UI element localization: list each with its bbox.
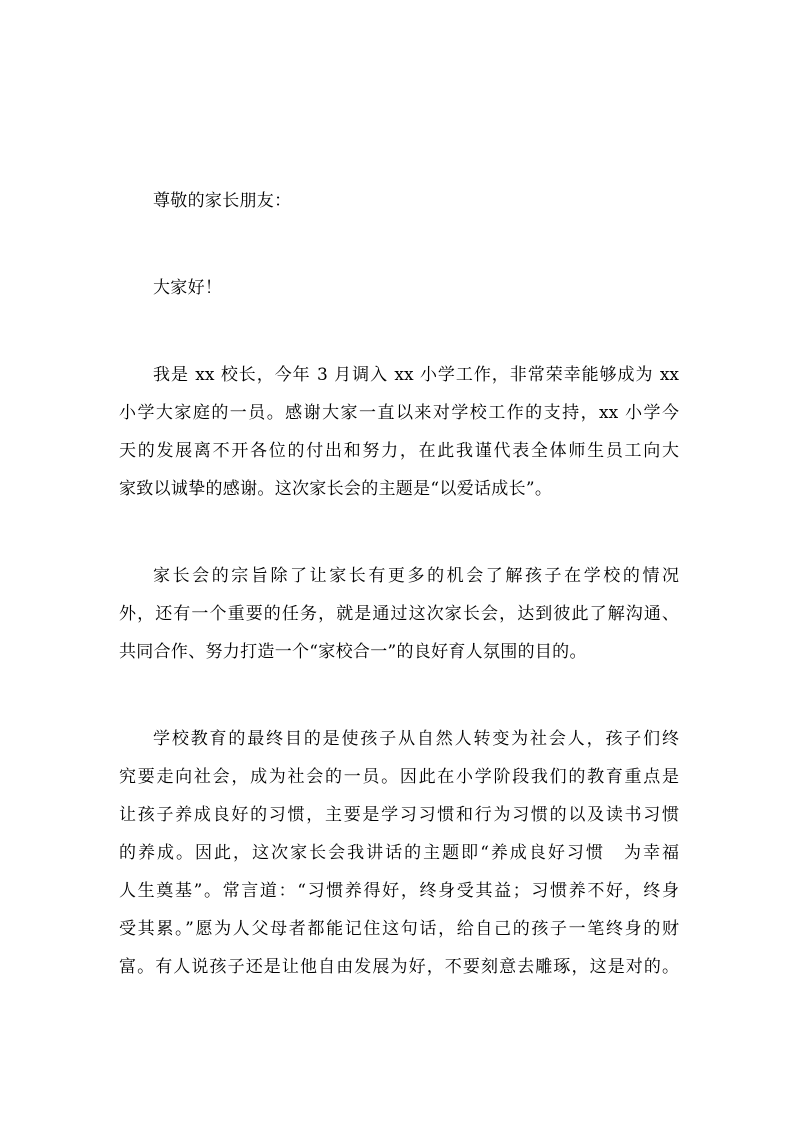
paragraph-education xyxy=(119,722,679,988)
paragraph-line: 我是 xx 校长，今年 3 月调入 xx 小学工作，非常荣幸能够成为 xx xyxy=(153,365,679,385)
paragraph-line: 受其累。”愿为人父母者都能记住这句话，给自己的孩子一笔终身的财 xyxy=(119,919,679,939)
paragraph-line: 家致以诚挚的感谢。这次家长会的主题是“以爱话成长”。 xyxy=(119,479,553,499)
paragraph-line: 学校教育的最终目的是使孩子从自然人转变为社会人，孩子们终 xyxy=(153,729,679,749)
greeting-line: 尊敬的家长朋友： xyxy=(153,191,292,211)
spacer xyxy=(119,673,679,722)
paragraph-line: 人生奠基”。常言道：“习惯养得好，终身受其益；习惯养不好，终身 xyxy=(119,881,679,901)
paragraph-line: 小学大家庭的一员。感谢大家一直以来对学校工作的支持，xx 小学今 xyxy=(119,403,679,423)
paragraph-line: 富。有人说孩子还是让他自由发展为好，不要刻意去雕琢，这是对的。 xyxy=(119,957,679,977)
paragraph-intro xyxy=(119,358,679,510)
paragraph-line: 让孩子养成良好的习惯，主要是学习习惯和行为习惯的以及读书习惯 xyxy=(119,805,679,825)
hello-line: 大家好！ xyxy=(153,278,223,298)
paragraph-line: 共同合作、努力打造一个“家校合一”的良好育人氛围的目的。 xyxy=(119,642,587,662)
paragraph-line: 的养成。因此，这次家长会我讲话的主题即“养成良好习惯 为幸福 xyxy=(119,843,679,863)
paragraph-line: 外，还有一个重要的任务，就是通过这次家长会，达到彼此了解沟通、 xyxy=(119,604,679,624)
paragraph-purpose xyxy=(119,559,679,673)
document-body xyxy=(119,184,679,988)
paragraph-line: 究要走向社会，成为社会的一员。因此在小学阶段我们的教育重点是 xyxy=(119,767,679,787)
spacer xyxy=(119,510,679,559)
paragraph-line: 天的发展离不开各位的付出和努力，在此我谨代表全体师生员工向大 xyxy=(119,441,679,461)
spacer xyxy=(119,222,679,271)
spacer xyxy=(119,309,679,358)
paragraph-line: 家长会的宗旨除了让家长有更多的机会了解孩子在学校的情况 xyxy=(153,566,679,586)
